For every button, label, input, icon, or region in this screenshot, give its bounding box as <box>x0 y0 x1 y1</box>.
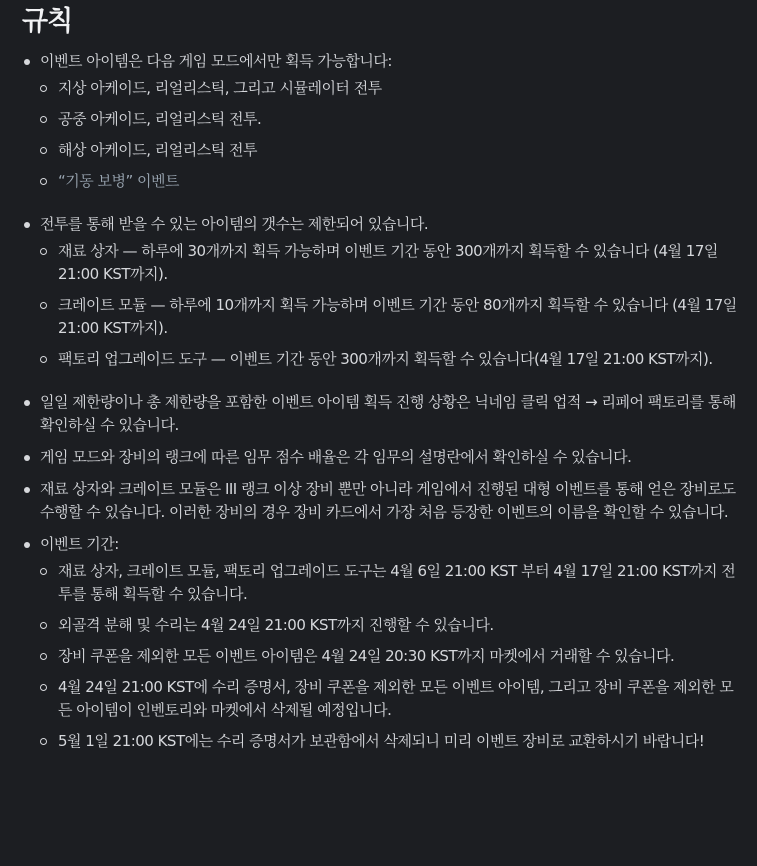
page-title: 규칙 <box>22 6 73 37</box>
sub-item: 장비 쿠폰을 제외한 모든 이벤트 아이템은 4월 24일 20:30 KST까지 마켓에서 거래할 수 있습니다. <box>40 645 745 668</box>
rule-text: 재료 상자와 크레이트 모듈은 III 랭크 이상 장비 뿐만 아니라 게임에서 진행된 대형 이벤트를 통해 얻은 장비로도 수행할 수 있습니다. 이러한 장비의 경우 장비 카드에서 가장 처음 등장한 이벤트의 이름을 확인할 수 있습니다. <box>40 480 736 521</box>
rule-item-progress <box>22 391 745 437</box>
sub-item: 크레이트 모듈 — 하루에 10개까지 획득 가능하며 이벤트 기간 동안 80개까지 획득할 수 있습니다 (4월 17일 21:00 KST까지). <box>40 294 745 340</box>
sub-item: 지상 아케이드, 리얼리스틱, 그리고 시뮬레이터 전투 <box>40 77 745 100</box>
sub-item: 재료 상자 — 하루에 30개까지 획득 가능하며 이벤트 기간 동안 300개까지 획득할 수 있습니다 (4월 17일 21:00 KST까지). <box>40 240 745 286</box>
sub-item: 해상 아케이드, 리얼리스틱 전투 <box>40 139 745 162</box>
sub-item: 재료 상자, 크레이트 모듈, 팩토리 업그레이드 도구는 4월 6일 21:00 KST 부터 4월 17일 21:00 KST까지 전투를 통해 획득할 수 있습니다. <box>40 560 745 606</box>
rule-item-multipliers <box>22 446 745 469</box>
rule-text: 게임 모드와 장비의 랭크에 따른 임무 점수 배율은 각 임무의 설명란에서 확인하실 수 있습니다. <box>40 448 632 466</box>
rule-text: 이벤트 기간: <box>40 535 119 553</box>
rule-text: 전투를 통해 받을 수 있는 아이템의 갯수는 제한되어 있습니다. <box>40 215 429 233</box>
rule-text: 이벤트 아이템은 다음 게임 모드에서만 획득 가능합니다: <box>40 52 392 70</box>
rule-item-event-period <box>22 533 745 753</box>
rule-item-limits <box>22 213 745 371</box>
period-sublist <box>40 560 745 753</box>
sub-item: 4월 24일 21:00 KST에 수리 증명서, 장비 쿠폰을 제외한 모든 이벤트 아이템, 그리고 장비 쿠폰을 제외한 모든 아이템이 인벤토리와 마켓에서 삭제될 예정입니다. <box>40 676 745 722</box>
rule-text: 일일 제한량이나 총 제한량을 포함한 이벤트 아이템 획득 진행 상황은 닉네임 클릭 업적 → 리페어 팩토리를 통해 확인하실 수 있습니다. <box>40 393 736 434</box>
sub-item: 공중 아케이드, 리얼리스틱 전투. <box>40 108 745 131</box>
event-link[interactable]: “기동 보병” 이벤트 <box>40 170 745 193</box>
limits-sublist <box>40 240 745 371</box>
sub-item: 5월 1일 21:00 KST에는 수리 증명서가 보관함에서 삭제되니 미리 이벤트 장비로 교환하시기 바랍니다! <box>40 730 745 753</box>
game-mode-sublist <box>40 77 745 193</box>
sub-item: 외골격 분해 및 수리는 4월 24일 21:00 KST까지 진행할 수 있습니다. <box>40 614 745 637</box>
rule-item-game-modes <box>22 50 745 193</box>
sub-item: 팩토리 업그레이드 도구 — 이벤트 기간 동안 300개까지 획득할 수 있습니다(4월 17일 21:00 KST까지). <box>40 348 745 371</box>
rules-list <box>22 50 745 753</box>
rule-item-vehicles <box>22 478 745 524</box>
